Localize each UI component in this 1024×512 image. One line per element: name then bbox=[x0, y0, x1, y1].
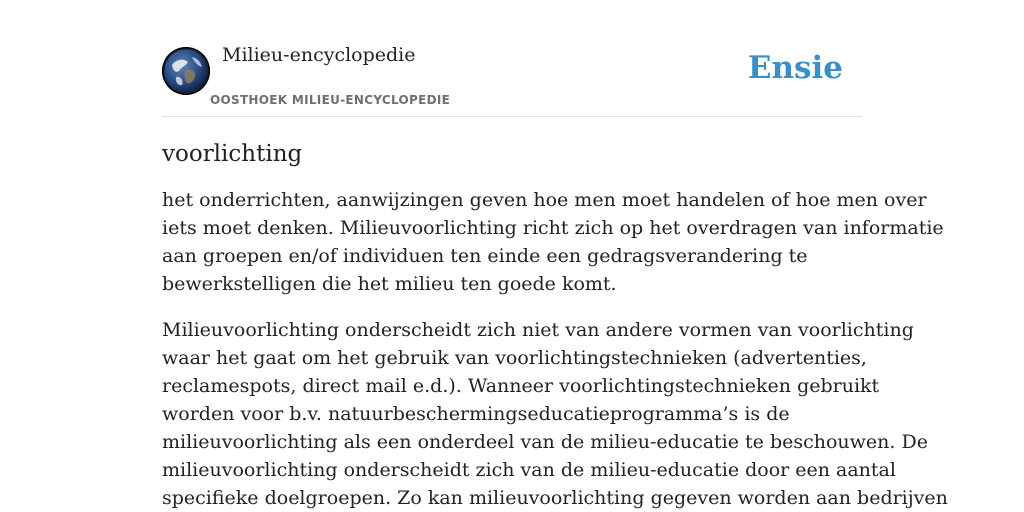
site-title[interactable]: Milieu-encyclopedie bbox=[222, 44, 416, 66]
text-line: Milieuvoorlichting onderscheidt zich niet van andere vormen van voorlichting bbox=[162, 319, 914, 341]
text-line: aan groepen en/of individuen ten einde een gedragsverandering te bbox=[162, 245, 808, 267]
text-line: milieuvoorlichting onderscheidt zich van de milieu-educatie door een aantal bbox=[162, 459, 896, 481]
article-paragraph bbox=[162, 316, 948, 512]
site-subtitle[interactable]: OOSTHOEK MILIEU-ENCYCLOPEDIE bbox=[210, 93, 451, 107]
article-title: voorlichting bbox=[162, 141, 303, 167]
text-line: specifieke doelgroepen. Zo kan milieuvoorlichting gegeven worden aan bedrijven bbox=[162, 487, 948, 509]
earth-globe-icon[interactable] bbox=[162, 47, 210, 95]
text-line: milieuvoorlichting als een onderdeel van de milieu-educatie te beschouwen. De bbox=[162, 431, 928, 453]
text-line: bewerkstelligen die het milieu ten goede komt. bbox=[162, 273, 617, 295]
brand-logo[interactable]: Ensie bbox=[747, 50, 843, 86]
text-line: reclamespots, direct mail e.d.). Wanneer voorlichtingstechnieken gebruikt bbox=[162, 375, 880, 397]
text-line: het onderrichten, aanwijzingen geven hoe men moet handelen of hoe men over bbox=[162, 189, 927, 211]
text-line: waar het gaat om het gebruik van voorlichtingstechnieken (advertenties, bbox=[162, 347, 867, 369]
site-header bbox=[162, 0, 862, 117]
text-line: worden voor b.v. natuurbeschermingseducatieprogramma’s is de bbox=[162, 403, 790, 425]
article bbox=[162, 138, 948, 512]
text-line: iets moet denken. Milieuvoorlichting richt zich op het overdragen van informatie bbox=[162, 217, 944, 239]
article-paragraph bbox=[162, 186, 944, 298]
